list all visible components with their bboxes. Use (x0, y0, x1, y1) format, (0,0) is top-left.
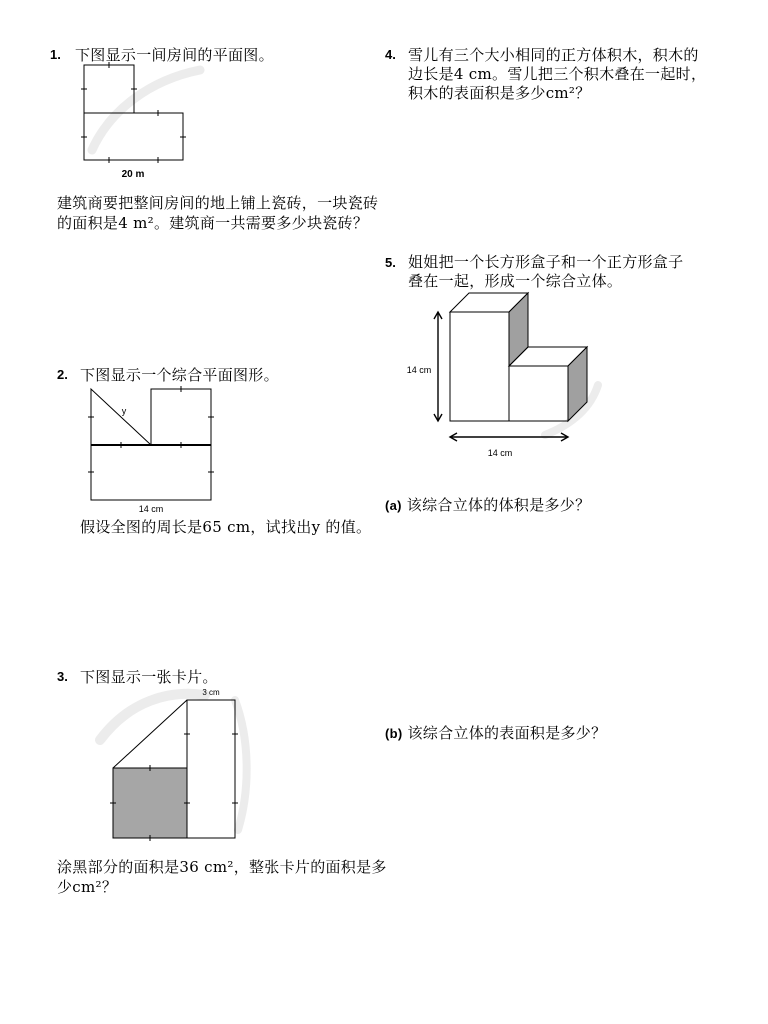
q5-part-b-label: (b) (385, 726, 403, 741)
q2-width-label: 14 cm (138, 504, 164, 514)
q4-line: 雪儿有三个大小相同的正方体积木，积木的 (408, 46, 699, 64)
q5-composite-solid-figure (398, 285, 598, 465)
q4-line: 边长是4 cm。雪儿把三个积木叠在一起时， (408, 65, 707, 83)
q4-question-text (408, 46, 706, 103)
triangle-hypotenuse (113, 700, 187, 768)
q5-part-b-text: 该综合立体的表面积是多少？ (407, 724, 607, 742)
lower-rectangle (91, 445, 211, 500)
q2-number: 2. (57, 367, 68, 382)
q1-line: 的面积是4 m²。建筑商一共需要多少块瓷砖？ (57, 214, 369, 232)
q5-line: 姐姐把一个长方形盒子和一个正方形盒子 (408, 253, 684, 271)
tall-box-front-face (450, 312, 509, 421)
q1-width-label: 20 m (121, 169, 145, 180)
q3-card-figure (105, 683, 245, 845)
q3-line: 涂黑部分的面积是36 cm²，整张卡片的面积是多 (57, 858, 387, 876)
tall-box-side-face (509, 293, 528, 366)
q5-number: 5. (385, 255, 396, 270)
q5-height-label: 14 cm (406, 365, 432, 375)
q2-prompt: 下图显示一个综合平面图形。 (80, 366, 279, 384)
upper-square (84, 65, 134, 113)
shaded-square (113, 768, 187, 838)
q1-number: 1. (50, 47, 61, 62)
lower-rectangle (84, 113, 183, 160)
triangle (91, 389, 151, 445)
q5-line: 叠在一起，形成一个综合立体。 (408, 272, 623, 290)
tall-rectangle (187, 700, 235, 838)
q3-number: 3. (57, 669, 68, 684)
q2-y-label: y (121, 406, 127, 416)
q5-part-a-label: (a) (385, 498, 402, 513)
cube-side-face (568, 347, 587, 421)
q5-part-a-text: 该综合立体的体积是多少？ (406, 496, 591, 514)
q5-width-label: 14 cm (487, 448, 513, 458)
q2-composite-figure (85, 383, 217, 518)
q2-line: 假设全图的周长是65 cm，试找出y 的值。 (80, 518, 372, 536)
q3-width-label: 3 cm (202, 688, 220, 697)
q3-prompt: 下图显示一张卡片。 (80, 668, 218, 686)
q2-question-text (80, 517, 371, 537)
q4-number: 4. (385, 47, 396, 62)
q3-line: 少cm²？ (57, 878, 118, 896)
q1-question-text (57, 193, 378, 233)
q5-part-b (385, 723, 606, 744)
cube-front-face (509, 366, 568, 421)
q5-part-a (385, 495, 590, 516)
q1-line: 建筑商要把整间房间的地上铺上瓷砖，一块瓷砖 (57, 194, 379, 212)
q3-question-text (57, 857, 387, 897)
upper-square (151, 389, 211, 445)
q1-floor-plan-figure (78, 60, 190, 185)
q1-prompt: 下图显示一间房间的平面图。 (75, 46, 274, 64)
q4-line: 积木的表面积是多少cm²？ (408, 84, 591, 102)
